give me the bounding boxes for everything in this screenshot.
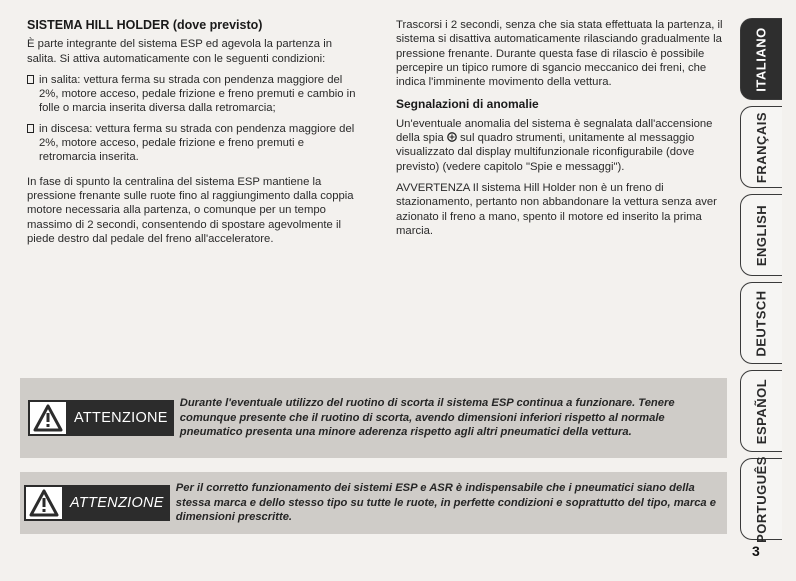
list-item-text: in discesa: vettura ferma su strada con pendenza maggiore del 2%, motore acceso, pedale frizione e freno premuti e retromarcia inserita.: [39, 122, 355, 164]
anomaly-text-end: sul quadro strumenti, unitamente al messaggio visualizzato dal display multifunzionale riconfigurabile (dove previsto) (vedere capitolo "Spie e messaggi").: [396, 132, 695, 173]
warning-box: [20, 378, 727, 458]
notice-paragraph: AVVERTENZA Il sistema Hill Holder non è un freno di stazionamento, pertanto non abbandonare la vettura senza aver azionato il freno a mano, spento il motore ed inserito la prima marcia.: [396, 181, 717, 237]
tab-portugues[interactable]: [740, 455, 782, 543]
warning-label: [24, 485, 170, 521]
list-item-text: in salita: vettura ferma su strada con pendenza maggiore del 2%, motore acceso, pedale frizione e freno premuti e cambio in folle o marcia inserita diversa dalla retromarcia;: [39, 73, 356, 115]
tab-label: ESPAÑOL: [754, 378, 770, 444]
body-paragraph: Trascorsi i 2 secondi, senza che sia stata effettuata la partenza, il sistema si disattiva automaticamente rilasciando gradualmente la pressione frenante. Durante questa fase di rilascio è possibile percepire un tipico rumore di sgancio meccanico dei freni, che indica l'imminente movimento della vettura.: [396, 19, 723, 89]
checkbox-bullet-icon: [27, 124, 34, 133]
section-title: SISTEMA HILL HOLDER (dove previsto): [27, 18, 263, 32]
warning-text: Per il corretto funzionamento dei sistemi ESP e ASR è indispensabile che i pneumatici siano della stessa marca e dello stesso tipo su tutte le ruote, in perfette condizioni e soprattutto del tipo, marca e dimensioni prescritte.: [175, 482, 716, 524]
section-subtitle: Segnalazioni di anomalie: [396, 97, 539, 112]
warning-triangle-icon: [28, 400, 68, 436]
warning-triangle-icon: [24, 485, 64, 521]
warning-label-text: ATTENZIONE: [70, 495, 164, 511]
tab-espanol[interactable]: [740, 370, 782, 452]
warning-box: [20, 472, 727, 534]
tab-label: ITALIANO: [754, 26, 770, 92]
intro-paragraph: È parte integrante del sistema ESP ed agevola la partenza in salita. Si attiva automaticamente con le seguenti condizioni:: [27, 38, 332, 65]
tab-label: FRANÇAIS: [754, 111, 770, 183]
esp-warning-lamp-icon: [447, 132, 457, 142]
tab-label: DEUTSCH: [754, 289, 769, 357]
right-column: [396, 18, 724, 245]
tab-italiano[interactable]: [740, 18, 782, 100]
list-item: [27, 122, 357, 165]
tab-label: ENGLISH: [754, 204, 770, 266]
warning-label-text: ATTENZIONE: [74, 410, 168, 426]
list-item: [27, 73, 357, 116]
body-paragraph: In fase di spunto la centralina del sistema ESP mantiene la pressione frenante sulle ruote fino al raggiungimento dalla coppia motore necessaria alla partenza, o comunque per un tempo massimo di 2 secondi, consentendo di spostare agevolmente il piede destro dal pedale del freno all'acceleratore.: [27, 175, 354, 245]
anomaly-paragraph: [396, 117, 724, 174]
warning-text: Durante l'eventuale utilizzo del ruotino di scorta il sistema ESP continua a funzionare. Tenere comunque presente che il ruotino di scorta, avendo dimensioni inferiori rispetto al normale pneumatico presenta una minore aderenza rispetto agli altri pneumatici della vettura.: [179, 397, 675, 439]
tab-label: PORTUGUÊS: [754, 455, 769, 543]
page-number: 3: [752, 543, 760, 559]
checkbox-bullet-icon: [27, 75, 34, 84]
anomaly-text-start: Un'eventuale anomalia del sistema è segnalata dall'accensione della spia: [396, 117, 713, 145]
warning-label: [28, 400, 174, 436]
tab-francais[interactable]: [740, 106, 782, 188]
tab-english[interactable]: [740, 194, 782, 276]
tab-deutsch[interactable]: [740, 282, 782, 364]
left-column: [27, 18, 357, 253]
